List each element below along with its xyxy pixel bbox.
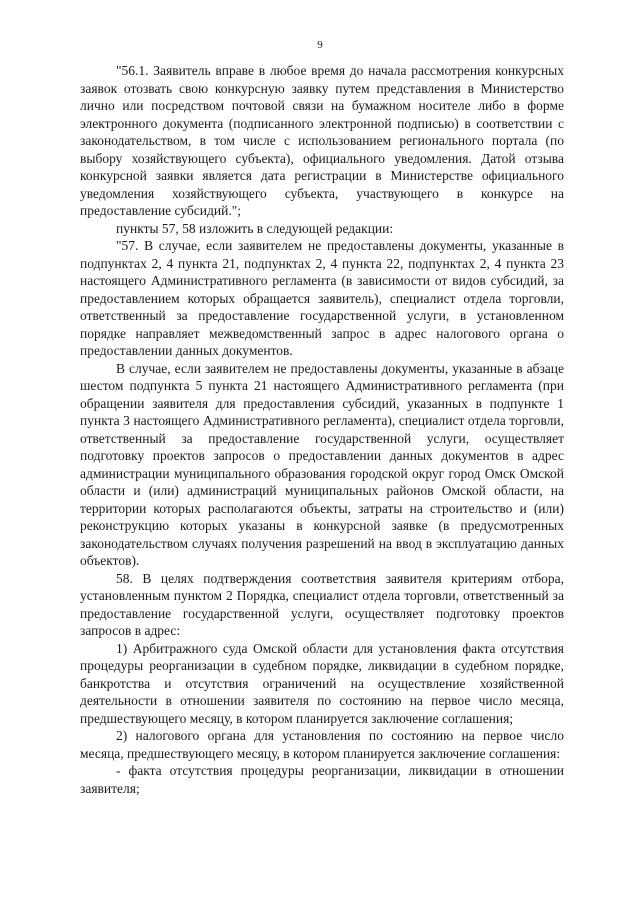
page-number: 9 <box>317 39 323 51</box>
document-body <box>80 62 564 797</box>
paragraph-58-item-2: 2) налогового органа для установления по состоянию на первое число месяца, предшествующего месяцу, в котором планируется заключение соглашения: <box>80 728 564 761</box>
paragraph-58: 58. В целях подтверждения соответствия заявителя критериям отбора, установленным пунктом 2 Порядка, специалист отдела торговли, ответственный за предоставление государственной услуги, осуществляет подготовку проектов запросов в адрес: <box>80 570 564 638</box>
paragraph-58-item-1: 1) Арбитражного суда Омской области для установления факта отсутствия процедуры реорганизации в судебном порядке, ликвидации в судебном порядке, банкротства и отсутствия ограничений на осуществление хозяйственной деятельности в отношении заявителя по состоянию на первое число месяца, предшествующего месяцу, в котором планируется заключение соглашения; <box>80 640 564 726</box>
paragraph-57: "57. В случае, если заявителем не предоставлены документы, указанные в подпунктах 2, 4 пункта 21, подпунктах 2, 4 пункта 22, подпунктах 2, 4 пункта 23 настоящего Административного регламента (в зависимости от видов субсидий, за предоставлением которых обращается заявитель), специалист отдела торговли, ответственный за предоставление государственной услуги, в установленном порядке направляет межведомственный запрос в адрес налогового органа о предоставлении данных документов. <box>80 238 564 358</box>
paragraph-57-second: В случае, если заявителем не предоставлены документы, указанные в абзаце шестом подпункта 5 пункта 21 настоящего Административного регламента (при обращении заявителя для предоставления субсидий, указанных в подпункте 1 пункта 3 настоящего Административного регламента), специалист отдела торговли, ответственный за предоставление государственной услуги, осуществляет подготовку проектов запросов о предоставлении данных документов в адрес администрации муниципального образования городской округ город Омск Омской области и (или) администраций муниципальных районов Омской области, на территории которых располагаются объекты, затраты на строительство и (или) реконструкцию которых указаны в конкурсной заявке (в предусмотренных законодательством случаях получения разрешений на ввод в эксплуатацию данных объектов). <box>80 360 564 568</box>
paragraph-56-1: "56.1. Заявитель вправе в любое время до начала рассмотрения конкурсных заявок отозвать свою конкурсную заявку путем представления в Министерство лично или посредством почтовой связи на бумажном носителе либо в форме электронного документа (подписанного электронной подписью) в соответствии с законодательством, в том числе с использованием регионального портала (по выбору хозяйствующего субъекта), официального уведомления. Датой отзыва конкурсной заявки является дата регистрации в Министерстве официального уведомления хозяйствующего субъекта, участвующего в конкурсе на предоставление субсидий."; <box>80 63 564 218</box>
paragraph-58-item-2-dash: - факта отсутствия процедуры реорганизации, ликвидации в отношении заявителя; <box>80 763 564 796</box>
paragraph-amendment-instruction: пункты 57, 58 изложить в следующей редакции: <box>116 220 394 236</box>
